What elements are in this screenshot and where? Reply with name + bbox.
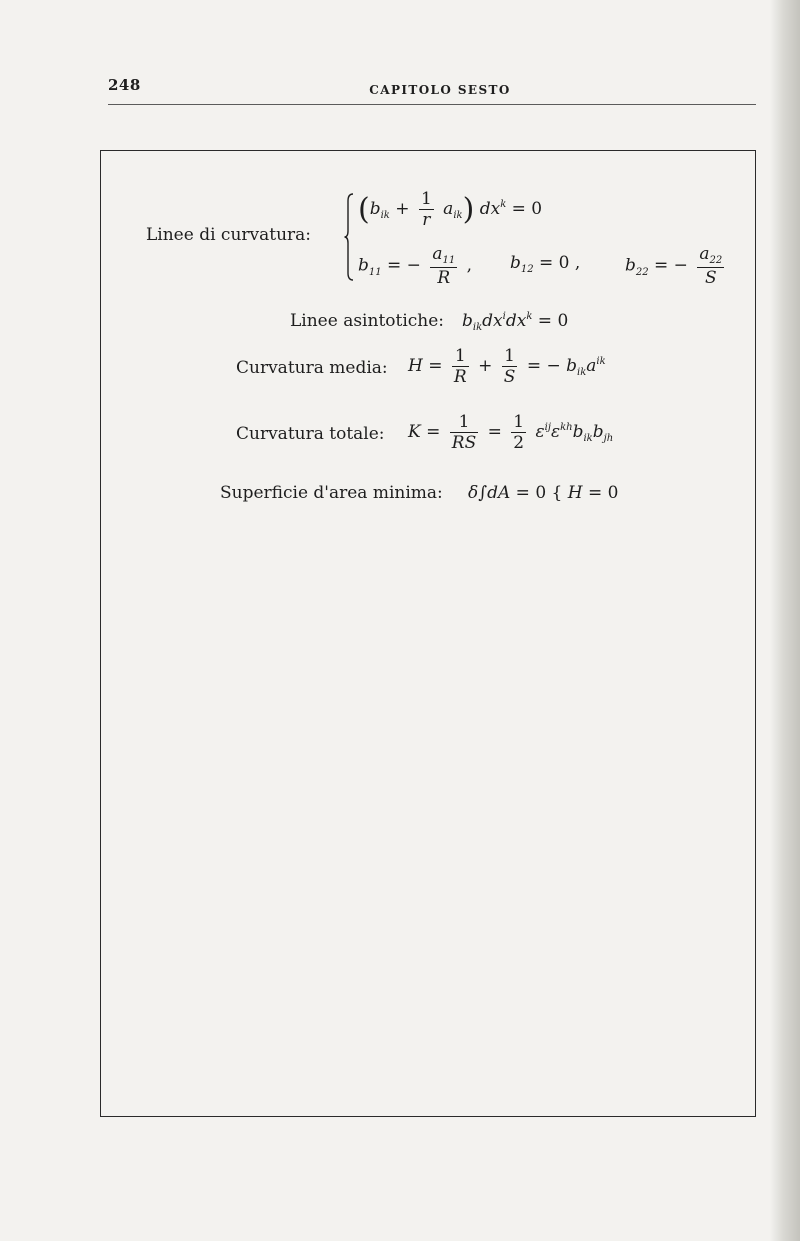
total-curvature-label: Curvatura totale: <box>236 424 385 444</box>
minimal-surface-equation: δ∫dA = 0 { H = 0 <box>468 483 619 503</box>
mean-curvature-equation: H = $\frac{1}{R}$ + $\frac{1}{S}$ = − $b_{ik}a^{ik}$ <box>408 346 606 387</box>
total-curvature-equation: K = $\frac{1}{RS}$ = $\frac{1}{2}$ $\varepsilon^{ij}\varepsilon^{kh}b_{ik}b_{jh}$ <box>408 412 614 453</box>
curvature-lines-label: Linee di curvatura: <box>146 225 312 245</box>
asymptotic-lines-label: Linee asintotiche: <box>290 311 445 331</box>
page-edge-shadow <box>770 0 800 1241</box>
curly-brace <box>344 193 354 281</box>
header-rule <box>108 104 756 105</box>
mean-curvature-label: Curvatura media: <box>236 358 388 378</box>
curvature-equation-3: $b_{12} = 0$ , <box>510 253 581 275</box>
page-number: 248 <box>108 76 141 94</box>
asymptotic-equation: $b_{ik}dx^idx^k = 0$ <box>462 311 569 333</box>
formula-box <box>100 150 756 1117</box>
minimal-surface-label: Superficie d'area minima: <box>220 483 443 503</box>
running-title: CAPITOLO SESTO <box>369 83 511 97</box>
curvature-equation-4: $b_{22}$ = − $\frac{a_{22}}{S}$ <box>625 244 723 288</box>
curvature-equation-1: ($b_{ik}$ + $\frac{1}{r}$ $a_{ik}$) $dx^k = 0$ <box>358 189 543 230</box>
curvature-equation-2: $b_{11}$ = − $\frac{a_{11}}{R}$ , <box>358 244 473 288</box>
